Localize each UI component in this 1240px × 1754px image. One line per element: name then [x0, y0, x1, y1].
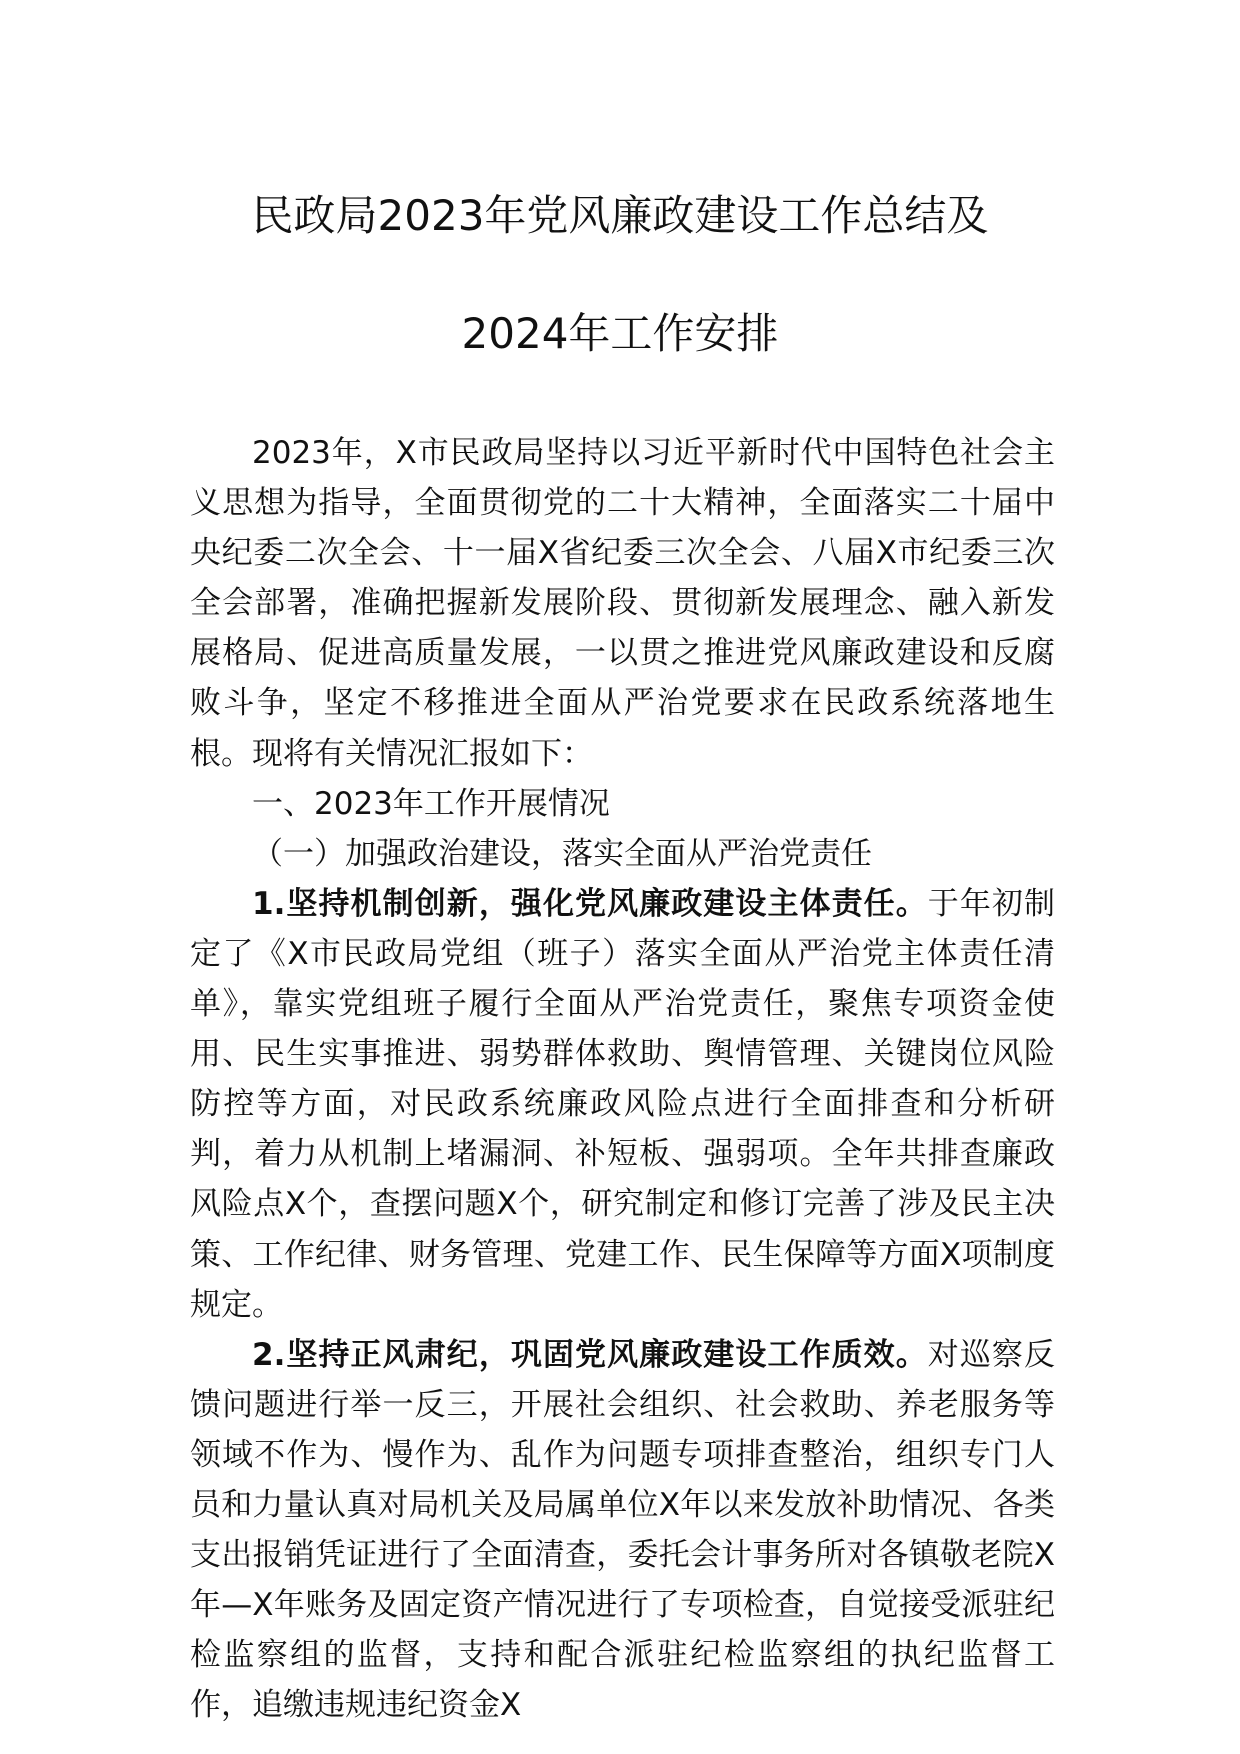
- subsection-heading-1-1: （一）加强政治建设，落实全面从严治党责任: [252, 835, 872, 872]
- item-1-paragraph: [190, 879, 1055, 1330]
- document-body: [190, 428, 1055, 1730]
- item-1-lead: 1.坚持机制创新，强化党风廉政建设主体责任。: [252, 885, 928, 922]
- item-2-text: 对巡察反馈问题进行举一反三，开展社会组织、社会救助、养老服务等领域不作为、慢作为、乱作为问题专项排查整治，组织专门人员和力量认真对局机关及局属单位X年以来发放补助情况、各类支出报销凭证进行了全面清查，委托会计事务所对各镇敬老院X年—X年账务及固定资产情况进行了专项检查，自觉接受派驻纪检监察组的监督，支持和配合派驻纪检监察组的执纪监督工作，追缴违规违纪资金X: [190, 1336, 1055, 1724]
- item-1-text: 于年初制定了《X市民政局党组（班子）落实全面从严治党主体责任清单》，靠实党组班子履行全面从严治党责任，聚焦专项资金使用、民生实事推进、弱势群体救助、舆情管理、关键岗位风险防控等方面，对民政系统廉政风险点进行全面排查和分析研判，着力从机制上堵漏洞、补短板、强弱项。全年共排查廉政风险点X个，查摆问题X个，研究制定和修订完善了涉及民主决策、工作纪律、财务管理、党建工作、民生保障等方面X项制度规定。: [190, 885, 1055, 1323]
- document-title-line-1: 民政局2023年党风廉政建设工作总结及: [251, 191, 989, 240]
- document-title-line-2: 2024年工作安排: [461, 309, 779, 358]
- section-heading-1: 一、2023年工作开展情况: [252, 785, 610, 822]
- item-2-paragraph: [190, 1330, 1055, 1731]
- intro-paragraph: 2023年，X市民政局坚持以习近平新时代中国特色社会主义思想为指导，全面贯彻党的二十大精神，全面落实二十届中央纪委二次全会、十一届X省纪委三次全会、八届X市纪委三次全会部署，准确把握新发展阶段、贯彻新发展理念、融入新发展格局、促进高质量发展，一以贯之推进党风廉政建设和反腐败斗争，坚定不移推进全面从严治党要求在民政系统落地生根。现将有关情况汇报如下：: [190, 435, 1055, 772]
- item-2-lead: 2.坚持正风肃纪，巩固党风廉政建设工作质效。: [252, 1336, 928, 1373]
